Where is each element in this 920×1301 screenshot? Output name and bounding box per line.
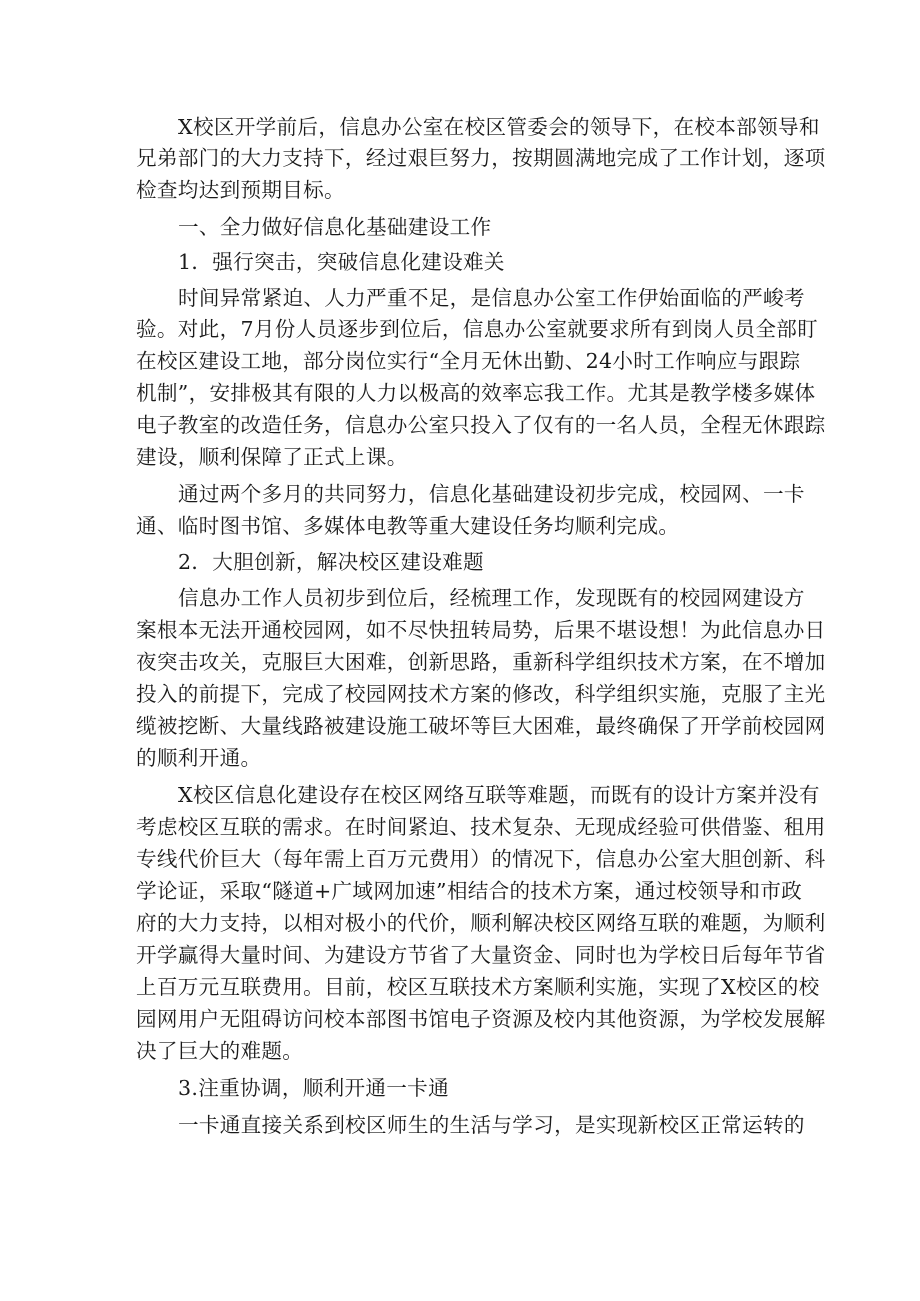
text-line: 通过两个多月的共同努力，信息化基础建设初步完成，校园网、一卡 — [178, 482, 805, 506]
subsection-heading: 2．大胆创新，解决校区建设难题 — [178, 550, 484, 574]
text-line: 一卡通直接关系到校区师生的生活与学习，是实现新校区正常运转的 — [178, 1113, 805, 1137]
text-line: X校区开学前后，信息办公室在校区管委会的领导下，在校本部领导和 — [178, 115, 820, 139]
text-line: 电子教室的改造任务，信息办公室只投入了仅有的一名人员，全程无休跟踪 — [136, 413, 826, 437]
text-line: 通、临时图书馆、多媒体电教等重大建设任务均顺利完成。 — [136, 514, 680, 538]
text-line: 信息办工作人员初步到位后，经梳理工作，发现既有的校园网建设方 — [178, 586, 805, 610]
text-line: 的顺利开通。 — [136, 746, 262, 770]
section-heading: 一、全力做好信息化基础建设工作 — [178, 215, 492, 239]
text-line: 考虑校区互联的需求。在时间紧迫、技术复杂、无现成经验可供借鉴、租用 — [136, 815, 826, 839]
text-line: 机制”，安排极其有限的人力以极高的效率忘我工作。尤其是教学楼多媒体 — [136, 381, 816, 405]
text-line: 上百万元互联费用。目前，校区互联技术方案顺利实施，实现了X校区的校 — [136, 975, 820, 999]
text-line: 检查均达到预期目标。 — [136, 178, 345, 202]
text-line: 决了巨大的难题。 — [136, 1039, 304, 1063]
text-line: X校区信息化建设存在校区网络互联等难题，而既有的设计方案并没有 — [178, 783, 820, 807]
text-line: 在校区建设工地，部分岗位实行“全月无休出勤、24小时工作响应与跟踪 — [136, 349, 801, 373]
text-line: 专线代价巨大（每年需上百万元费用）的情况下，信息办公室大胆创新、科 — [136, 847, 826, 871]
text-line: 案根本无法开通校园网，如不尽快扭转局势，后果不堪设想！为此信息办日 — [136, 618, 826, 642]
text-line: 园网用户无阻碍访问校本部图书馆电子资源及校内其他资源，为学校发展解 — [136, 1007, 826, 1031]
text-line: 开学赢得大量时间、为建设方节省了大量资金、同时也为学校日后每年节省 — [136, 943, 826, 967]
text-line: 验。对此，7月份人员逐步到位后，信息办公室就要求所有到岗人员全部盯 — [136, 317, 818, 341]
text-line: 时间异常紧迫、人力严重不足，是信息办公室工作伊始面临的严峻考 — [178, 286, 805, 310]
subsection-heading: 1．强行突击，突破信息化建设难关 — [178, 250, 505, 274]
text-line: 夜突击攻关，克服巨大困难，创新思路，重新科学组织技术方案，在不增加 — [136, 650, 826, 674]
text-line: 兄弟部门的大力支持下，经过艰巨努力，按期圆满地完成了工作计划，逐项 — [136, 146, 826, 170]
subsection-heading: 3.注重协调，顺利开通一卡通 — [178, 1076, 449, 1100]
text-line: 投入的前提下，完成了校园网技术方案的修改，科学组织实施，克服了主光 — [136, 682, 826, 706]
text-line: 府的大力支持，以相对极小的代价，顺利解决校区网络互联的难题，为顺利 — [136, 911, 826, 935]
text-line: 学论证，采取“隧道+广域网加速”相结合的技术方案，通过校领导和市政 — [136, 879, 803, 903]
text-line: 建设，顺利保障了正式上课。 — [136, 445, 408, 469]
text-line: 缆被挖断、大量线路被建设施工破坏等巨大困难，最终确保了开学前校园网 — [136, 714, 826, 738]
